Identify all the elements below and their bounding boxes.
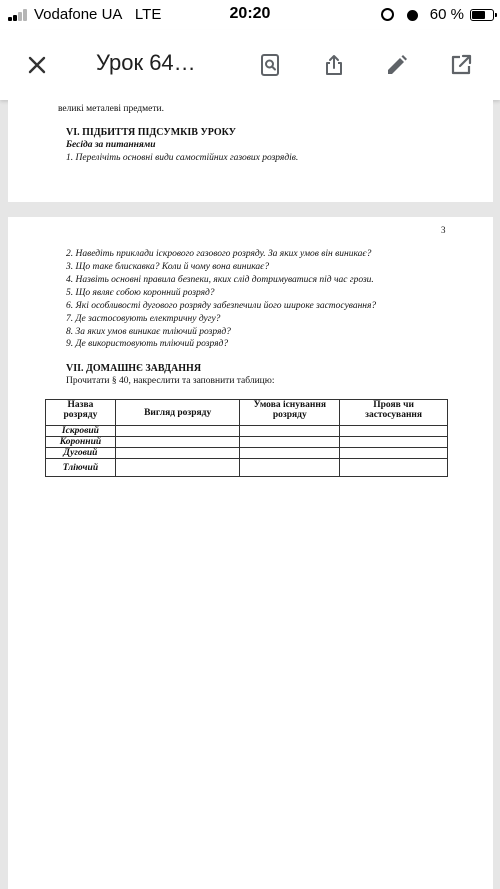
- table-cell: Дуговий: [46, 448, 116, 459]
- question-item: 9. Де використовують тліючий розряд?: [66, 339, 229, 349]
- share-button[interactable]: [314, 45, 354, 85]
- document-page-3: [8, 217, 493, 889]
- document-page-2: [8, 100, 493, 202]
- section-subtitle: Бесіда за питаннями: [66, 140, 156, 150]
- section-title: VI. ПІДБИТТЯ ПІДСУМКІВ УРОКУ: [66, 127, 237, 138]
- homework-table: [45, 399, 448, 477]
- open-external-icon: [449, 53, 473, 77]
- close-icon: [25, 53, 49, 77]
- share-icon: [322, 53, 346, 77]
- search-document-icon: [258, 53, 282, 77]
- table-row: [46, 459, 448, 477]
- status-right: [377, 6, 464, 23]
- table-row: [46, 426, 448, 437]
- homework-title: VII. ДОМАШНЄ ЗАВДАННЯ: [66, 363, 202, 374]
- question-item: 1. Перелічіть основні види самостійних газових розрядів.: [66, 153, 299, 163]
- open-in-app-button[interactable]: [441, 45, 481, 85]
- screen-rotation-lock-icon: [381, 8, 394, 21]
- edit-button[interactable]: [377, 45, 417, 85]
- app-toolbar: [0, 30, 500, 100]
- question-item: 2. Наведіть приклади іскрового газового розряду. За яких умов він виникає?: [66, 249, 372, 259]
- table-row: [46, 437, 448, 448]
- question-item: 3. Що таке блискавка? Коли й чому вона виникає?: [66, 262, 270, 272]
- document-title: Урок 64…: [96, 50, 196, 75]
- status-time: 20:20: [229, 5, 271, 22]
- table-cell: Тліючий: [46, 459, 116, 477]
- question-item: 8. За яких умов виникає тліючий розряд?: [66, 327, 231, 337]
- question-item: 5. Що являє собою коронний розряд?: [66, 288, 215, 298]
- table-header-cell: Вигляд розряду: [115, 400, 240, 426]
- battery-percent: 60 %: [429, 6, 464, 23]
- page-number: 3: [441, 225, 446, 235]
- status-bar: [0, 0, 500, 30]
- network-type: LTE: [134, 6, 162, 23]
- table-header-row: [46, 400, 448, 426]
- question-item: 4. Назвіть основні правила безпеки, яких слід дотримуватися під час грози.: [66, 275, 374, 285]
- table-cell: Коронний: [46, 437, 116, 448]
- table-header-cell: Прояв чи застосування: [340, 400, 448, 426]
- table-header-cell: Назва розряду: [46, 400, 116, 426]
- text-line: великі металеві предмети.: [58, 104, 164, 114]
- find-in-document-button[interactable]: [250, 45, 290, 85]
- carrier-label: Vodafone UA LTE: [34, 6, 162, 23]
- alarm-icon: [407, 10, 418, 21]
- homework-text: Прочитати § 40, накреслити та заповнити таблицю:: [66, 376, 275, 386]
- table-cell: Іскровий: [46, 426, 116, 437]
- edit-pencil-icon: [385, 53, 409, 77]
- battery-icon: [470, 9, 494, 21]
- close-button[interactable]: [17, 45, 57, 85]
- question-item: 6. Які особливості дугового розряду забезпечили його широке застосування?: [66, 301, 377, 311]
- table-header-cell: Умова існування розряду: [240, 400, 340, 426]
- question-item: 7. Де застосовують електричну дугу?: [66, 314, 221, 324]
- table-row: [46, 448, 448, 459]
